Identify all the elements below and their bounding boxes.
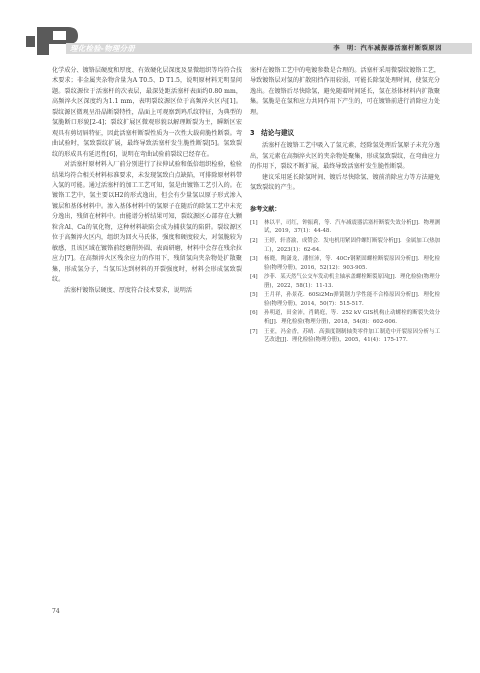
body-paragraph: 建议采用延长除氢时间、镀后尽快除氢、镀前消除应力等方法避免氢致裂纹的产生。 [250, 173, 440, 192]
references-heading: 参考文献： [250, 205, 281, 213]
reference-number: [5] [250, 292, 258, 299]
reference-text: 孙明道，田金沛，肖鹤庭，等．252 kV GIS机构止动螺栓的断裂失效分析[J]．理化检验(物理分册)，2018，54(8)：602-606. [264, 310, 440, 326]
reference-item [250, 237, 440, 255]
page-number: 74 [52, 608, 60, 615]
reference-item [250, 219, 440, 237]
reference-text: 王月祥，孙景花．60Si2Mn弹簧钢力学性能不合格原因分析[J]．理化检验(物理分册)，2014，50(7)：515-517. [264, 292, 440, 308]
reference-number: [7] [250, 328, 258, 335]
reference-text: 王婷，轩喜渝，成赞会．发电机用紧固件螺钉断裂分析[J]．金属加工(热加工)，2023(1)：62-64. [264, 237, 440, 253]
reference-item [250, 273, 440, 291]
reference-text: 沙菲．某天然气公交车发动机主轴承盖螺栓断裂原因[J]．理化检验(物理分册)，2022，58(1)：11-13. [264, 274, 440, 289]
page-header [0, 0, 480, 58]
running-title: 李 明：汽车减振器活塞杆断裂原因 [333, 45, 442, 52]
reference-number: [1] [250, 219, 258, 226]
reference-item [250, 309, 440, 327]
right-column [250, 66, 440, 346]
reference-number: [4] [250, 274, 258, 281]
body-paragraph: 对活塞杆原材料入厂前分别进行了拉伸试验和低倍组织检验，检验结果均符合相关材料标准要求，未发现氢致白点缺陷，可排除原材料带入氢的可能。通过活塞杆的加工工艺可知，氢是由镀铬工艺引入的。在镀铬工艺中，氢主要以H2的形式逸出，但会有少量氢以原子形式渗入镀层和基体材料中。渗入基体材料中的氢原子在随后的除氢工艺中未充分逸出，残留在材料中。由能谱分析结果可知，裂纹源区心部存在大颗粒含Al、Ca的氧化物，这种材料缺陷会成为捕获氢的陷阱。裂纹源区位于高频淬火区内，组织为回火马氏体，强度和硬度较大，对氢脆较为敏感，且该区域在镀铬前经磨削外圆、表面研磨，材料中会存在残余拉应力[7]。在高频淬火区残余应力的作用下，残留氢向夹杂物处扩散聚集，形成氢分子，当氢压达到材料的开裂强度时，材料会形成氢致裂纹。 [52, 161, 242, 284]
reference-number: [2] [250, 237, 258, 244]
journal-title: 理化检验-物理分册 [70, 44, 135, 53]
reference-item [250, 255, 440, 273]
reference-number: [6] [250, 310, 258, 317]
left-column [52, 66, 242, 296]
body-paragraph: 活塞杆在镀铬工艺中吸入了氢元素，经除氢处理后氢原子未充分逸出，氢元素在高频淬火区的夹杂物处聚集，形成氢致裂纹，在弯曲应力的作用下，裂纹不断扩展，最终导致活塞杆发生脆性断裂。 [250, 142, 440, 171]
body-paragraph: 活塞杆镀铬层硬度、厚度符合技术要求，说明活 [64, 286, 192, 294]
section-heading: 3 结论与建议 [250, 129, 295, 138]
reference-list [250, 219, 440, 346]
body-paragraph: 化学成分、镀铬层硬度和厚度、有效硬化层深度及显微组织等均符合技术要求；非金属夹杂物含量为A T0.5、D T1.5，说明原材料无明显问题。裂纹源位于活塞杆的次表层，最深处距活塞杆表面约0.80 mm，高频淬火区深度约为1.1 mm，表明裂纹源区位于高频淬火区内[1]。裂纹源区微观呈沿晶断裂特性，晶面上可观察到鸡爪纹特征，为典型的氢脆断口形貌[2-4]；裂纹扩展区微观形貌以解理断裂为主，瞬断区宏观具有剪切唇特征，因此活塞杆断裂性质为一次性大载荷脆性断裂。弯曲试验时，氢致裂纹扩展，最终导致活塞杆发生脆性断裂[5]。氢致裂纹的形成具有延迟性[6]，说明在弯曲试验前裂纹已经存在。 [52, 67, 242, 158]
reference-item [250, 328, 440, 346]
reference-text: 杨晓，陶潇龙，潘恒沛，等．40Cr钢紧固螺栓断裂原因分析[J]．理化检验(物理分册)，2016，52(12)：903-905. [264, 255, 440, 271]
reference-text: 林以平，司红，钟振莉，等．汽车减震器活塞杆断裂失效分析[J]．物理测试，2019，37(1)：44-48. [264, 219, 440, 235]
reference-number: [3] [250, 255, 258, 262]
reference-text: 王亚，冯金香，苏晴．高强度钢制轴类零件加工制造中开裂原因分析与工艺改进[J]．理化检验(物理分册)，2005，41(4)：175-177. [264, 328, 440, 344]
body-paragraph: 塞杆在镀铬工艺中的电镀参数是合理的。活塞杆采用微裂纹镀铬工艺，导致镀铬层对氢的扩散阻挡作用较弱，可能长除氢处理时间，使氢充分逸出。在镀铬后尽快除氢，避免随着时间延长，氢在基体材料内扩散聚集。氢脆是在氢和应力共同作用下产生的，可在镀铬前进行消除应力处理。 [250, 67, 440, 116]
reference-item [250, 291, 440, 309]
